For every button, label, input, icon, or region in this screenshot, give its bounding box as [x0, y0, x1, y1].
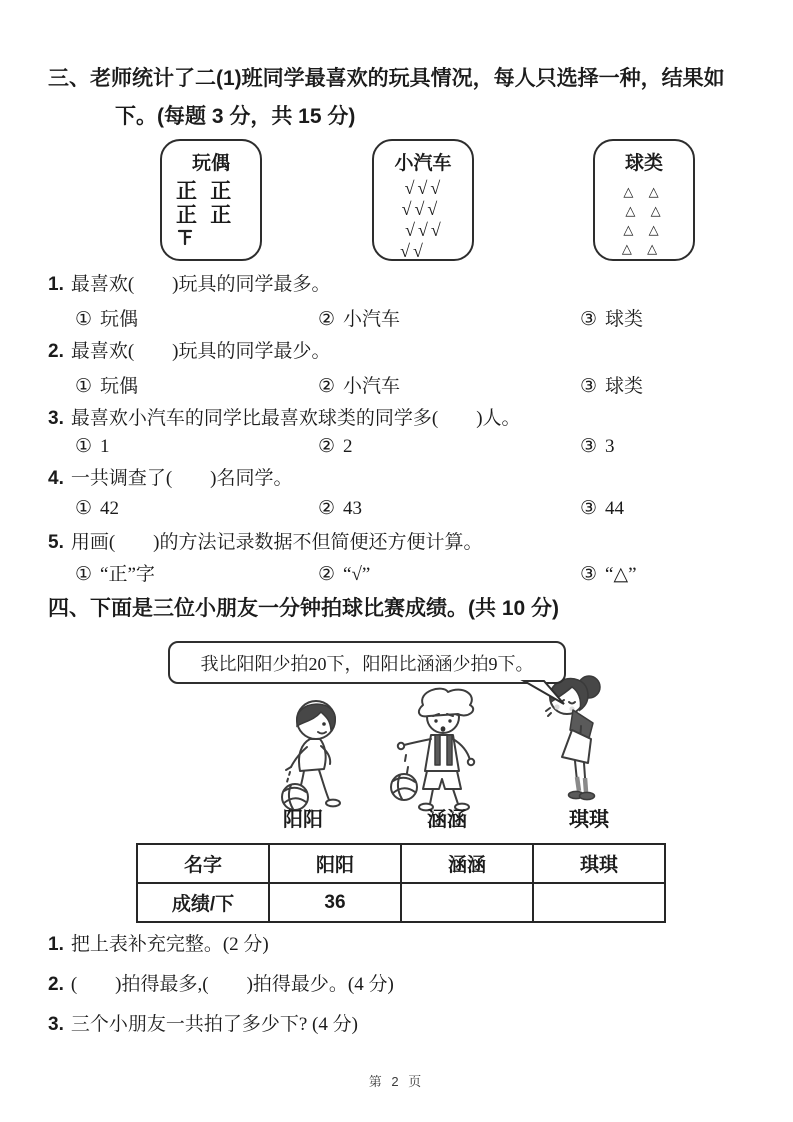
- option-mark: ②: [318, 309, 336, 330]
- section3-heading-line1: 三、老师统计了二(1)班同学最喜欢的玩具情况，每人只选择一种，结果如: [48, 67, 725, 90]
- option-1: [75, 374, 318, 400]
- tally-box-cars-title: 小汽车: [394, 153, 452, 174]
- section4-heading: 四、下面是三位小朋友一分钟拍球比赛成绩。(共 10 分): [48, 597, 560, 620]
- question-text: 用画( )的方法记录数据不但简便还方便计算。: [70, 532, 483, 553]
- option-mark: ③: [580, 309, 598, 330]
- option-3: [580, 496, 624, 522]
- kid-illustration-hanhan: [385, 683, 505, 813]
- question-number: 1.: [48, 934, 64, 955]
- option-label: “√”: [343, 564, 371, 585]
- question-3-options: [75, 434, 615, 460]
- table-header-yangyang: 阳阳: [269, 844, 401, 883]
- tally-dolls-marks: [162, 179, 260, 251]
- page-number: 第 2 页: [368, 1074, 425, 1089]
- tally-row: √√√: [401, 199, 441, 219]
- question-4: [48, 466, 293, 492]
- tally-box-balls-title: 球类: [624, 153, 663, 174]
- question-1-options: [75, 307, 643, 333]
- tally-row: △ △: [623, 184, 665, 199]
- option-mark: ①: [75, 498, 93, 519]
- question-number: 4.: [48, 468, 64, 489]
- option-mark: ③: [580, 376, 598, 397]
- table-header-name: 名字: [137, 844, 269, 883]
- option-label: 球类: [605, 309, 644, 330]
- option-3: [580, 434, 615, 460]
- tally-row: 正 正: [176, 203, 236, 227]
- option-label: 玩偶: [100, 309, 139, 330]
- question-text: ( )拍得最多,( )拍得最少。(4 分): [70, 974, 394, 995]
- option-2: [318, 496, 580, 522]
- question-number: 1.: [48, 274, 64, 295]
- option-label: 1: [100, 436, 110, 457]
- tally-row: √√√: [405, 220, 444, 240]
- question-text: 三个小朋友一共拍了多少下? (4 分): [70, 1014, 358, 1035]
- option-label: 44: [605, 498, 625, 519]
- option-1: [75, 434, 318, 460]
- speech-bubble-text: 我比阳阳少拍20下，阳阳比涵涵少拍9下。: [200, 653, 534, 674]
- tally-box-dolls: [160, 139, 262, 261]
- tally-row: △ △: [621, 241, 664, 256]
- option-label: 43: [343, 498, 363, 519]
- question-number: 3.: [48, 1014, 64, 1035]
- tally-row: △ △: [623, 222, 665, 237]
- question-number: 2.: [48, 341, 64, 362]
- option-label: 球类: [605, 376, 644, 397]
- section4-question-2: [48, 972, 394, 998]
- kid-name-qiqi: 琪琪: [569, 809, 609, 831]
- score-cell-yangyang: 36: [269, 883, 401, 922]
- table-header-qiqi: 琪琪: [533, 844, 665, 883]
- option-1: [75, 496, 318, 522]
- option-mark: ②: [318, 436, 336, 457]
- table-row-label: 成绩/下: [137, 883, 269, 922]
- tally-cars-marks: [374, 178, 472, 262]
- option-mark: ②: [318, 498, 336, 519]
- question-1: [48, 272, 331, 298]
- option-mark: ①: [75, 376, 93, 397]
- option-2: [318, 307, 580, 333]
- question-number: 2.: [48, 974, 64, 995]
- partial-tally-icon: [162, 228, 260, 251]
- option-2: [318, 434, 580, 460]
- question-2-options: [75, 374, 643, 400]
- speech-bubble-tail-icon: [518, 680, 578, 708]
- option-mark: ③: [580, 498, 598, 519]
- option-label: 2: [343, 436, 353, 457]
- option-mark: ③: [580, 436, 598, 457]
- question-number: 3.: [48, 408, 64, 429]
- question-3: [48, 406, 521, 432]
- question-5-options: [75, 562, 637, 588]
- question-text: 最喜欢小汽车的同学比最喜欢球类的同学多( )人。: [70, 408, 521, 429]
- section3-heading-line2: 下。(每题 3 分，共 15 分): [115, 105, 356, 128]
- tally-box-dolls-title: 玩偶: [191, 153, 230, 174]
- tally-box-balls: [593, 139, 695, 261]
- option-mark: ②: [318, 376, 336, 397]
- option-label: 小汽车: [343, 376, 401, 397]
- score-table: [136, 843, 666, 923]
- option-label: 玩偶: [100, 376, 139, 397]
- option-mark: ③: [580, 564, 598, 585]
- option-label: 42: [100, 498, 120, 519]
- option-mark: ①: [75, 436, 93, 457]
- score-cell-hanhan: [401, 883, 533, 922]
- option-label: 小汽车: [343, 309, 401, 330]
- question-text: 最喜欢( )玩具的同学最多。: [70, 274, 331, 295]
- option-3: [580, 307, 643, 333]
- table-header-row: [137, 844, 665, 883]
- question-2: [48, 339, 331, 365]
- option-1: [75, 307, 318, 333]
- question-4-options: [75, 496, 624, 522]
- question-text: 一共调查了( )名同学。: [70, 468, 293, 489]
- table-score-row: [137, 883, 665, 922]
- tally-balls-marks: [595, 182, 693, 258]
- tally-row: △ △: [625, 203, 667, 218]
- kid-illustration-yangyang: [262, 690, 372, 815]
- question-number: 5.: [48, 532, 64, 553]
- section4-question-1: [48, 932, 269, 958]
- score-cell-qiqi: [533, 883, 665, 922]
- option-2: [318, 562, 580, 588]
- option-mark: ①: [75, 564, 93, 585]
- tally-row: 正 正: [176, 179, 236, 203]
- option-3: [580, 374, 643, 400]
- option-label: 3: [605, 436, 615, 457]
- option-mark: ②: [318, 564, 336, 585]
- option-1: [75, 562, 318, 588]
- tally-box-cars: [372, 139, 474, 261]
- option-2: [318, 374, 580, 400]
- table-header-hanhan: 涵涵: [401, 844, 533, 883]
- section4-question-3: [48, 1012, 358, 1038]
- question-5: [48, 530, 483, 556]
- kid-name-yangyang: 阳阳: [283, 809, 323, 831]
- option-label: “△”: [605, 564, 637, 585]
- option-label: “正”字: [100, 564, 155, 585]
- tally-row: √√√: [404, 178, 444, 198]
- tally-row: √√: [400, 241, 426, 261]
- question-text: 最喜欢( )玩具的同学最少。: [70, 341, 331, 362]
- question-text: 把上表补充完整。(2 分): [70, 934, 269, 955]
- option-3: [580, 562, 637, 588]
- option-mark: ①: [75, 309, 93, 330]
- kid-name-hanhan: 涵涵: [427, 809, 467, 831]
- speech-bubble: [168, 641, 566, 684]
